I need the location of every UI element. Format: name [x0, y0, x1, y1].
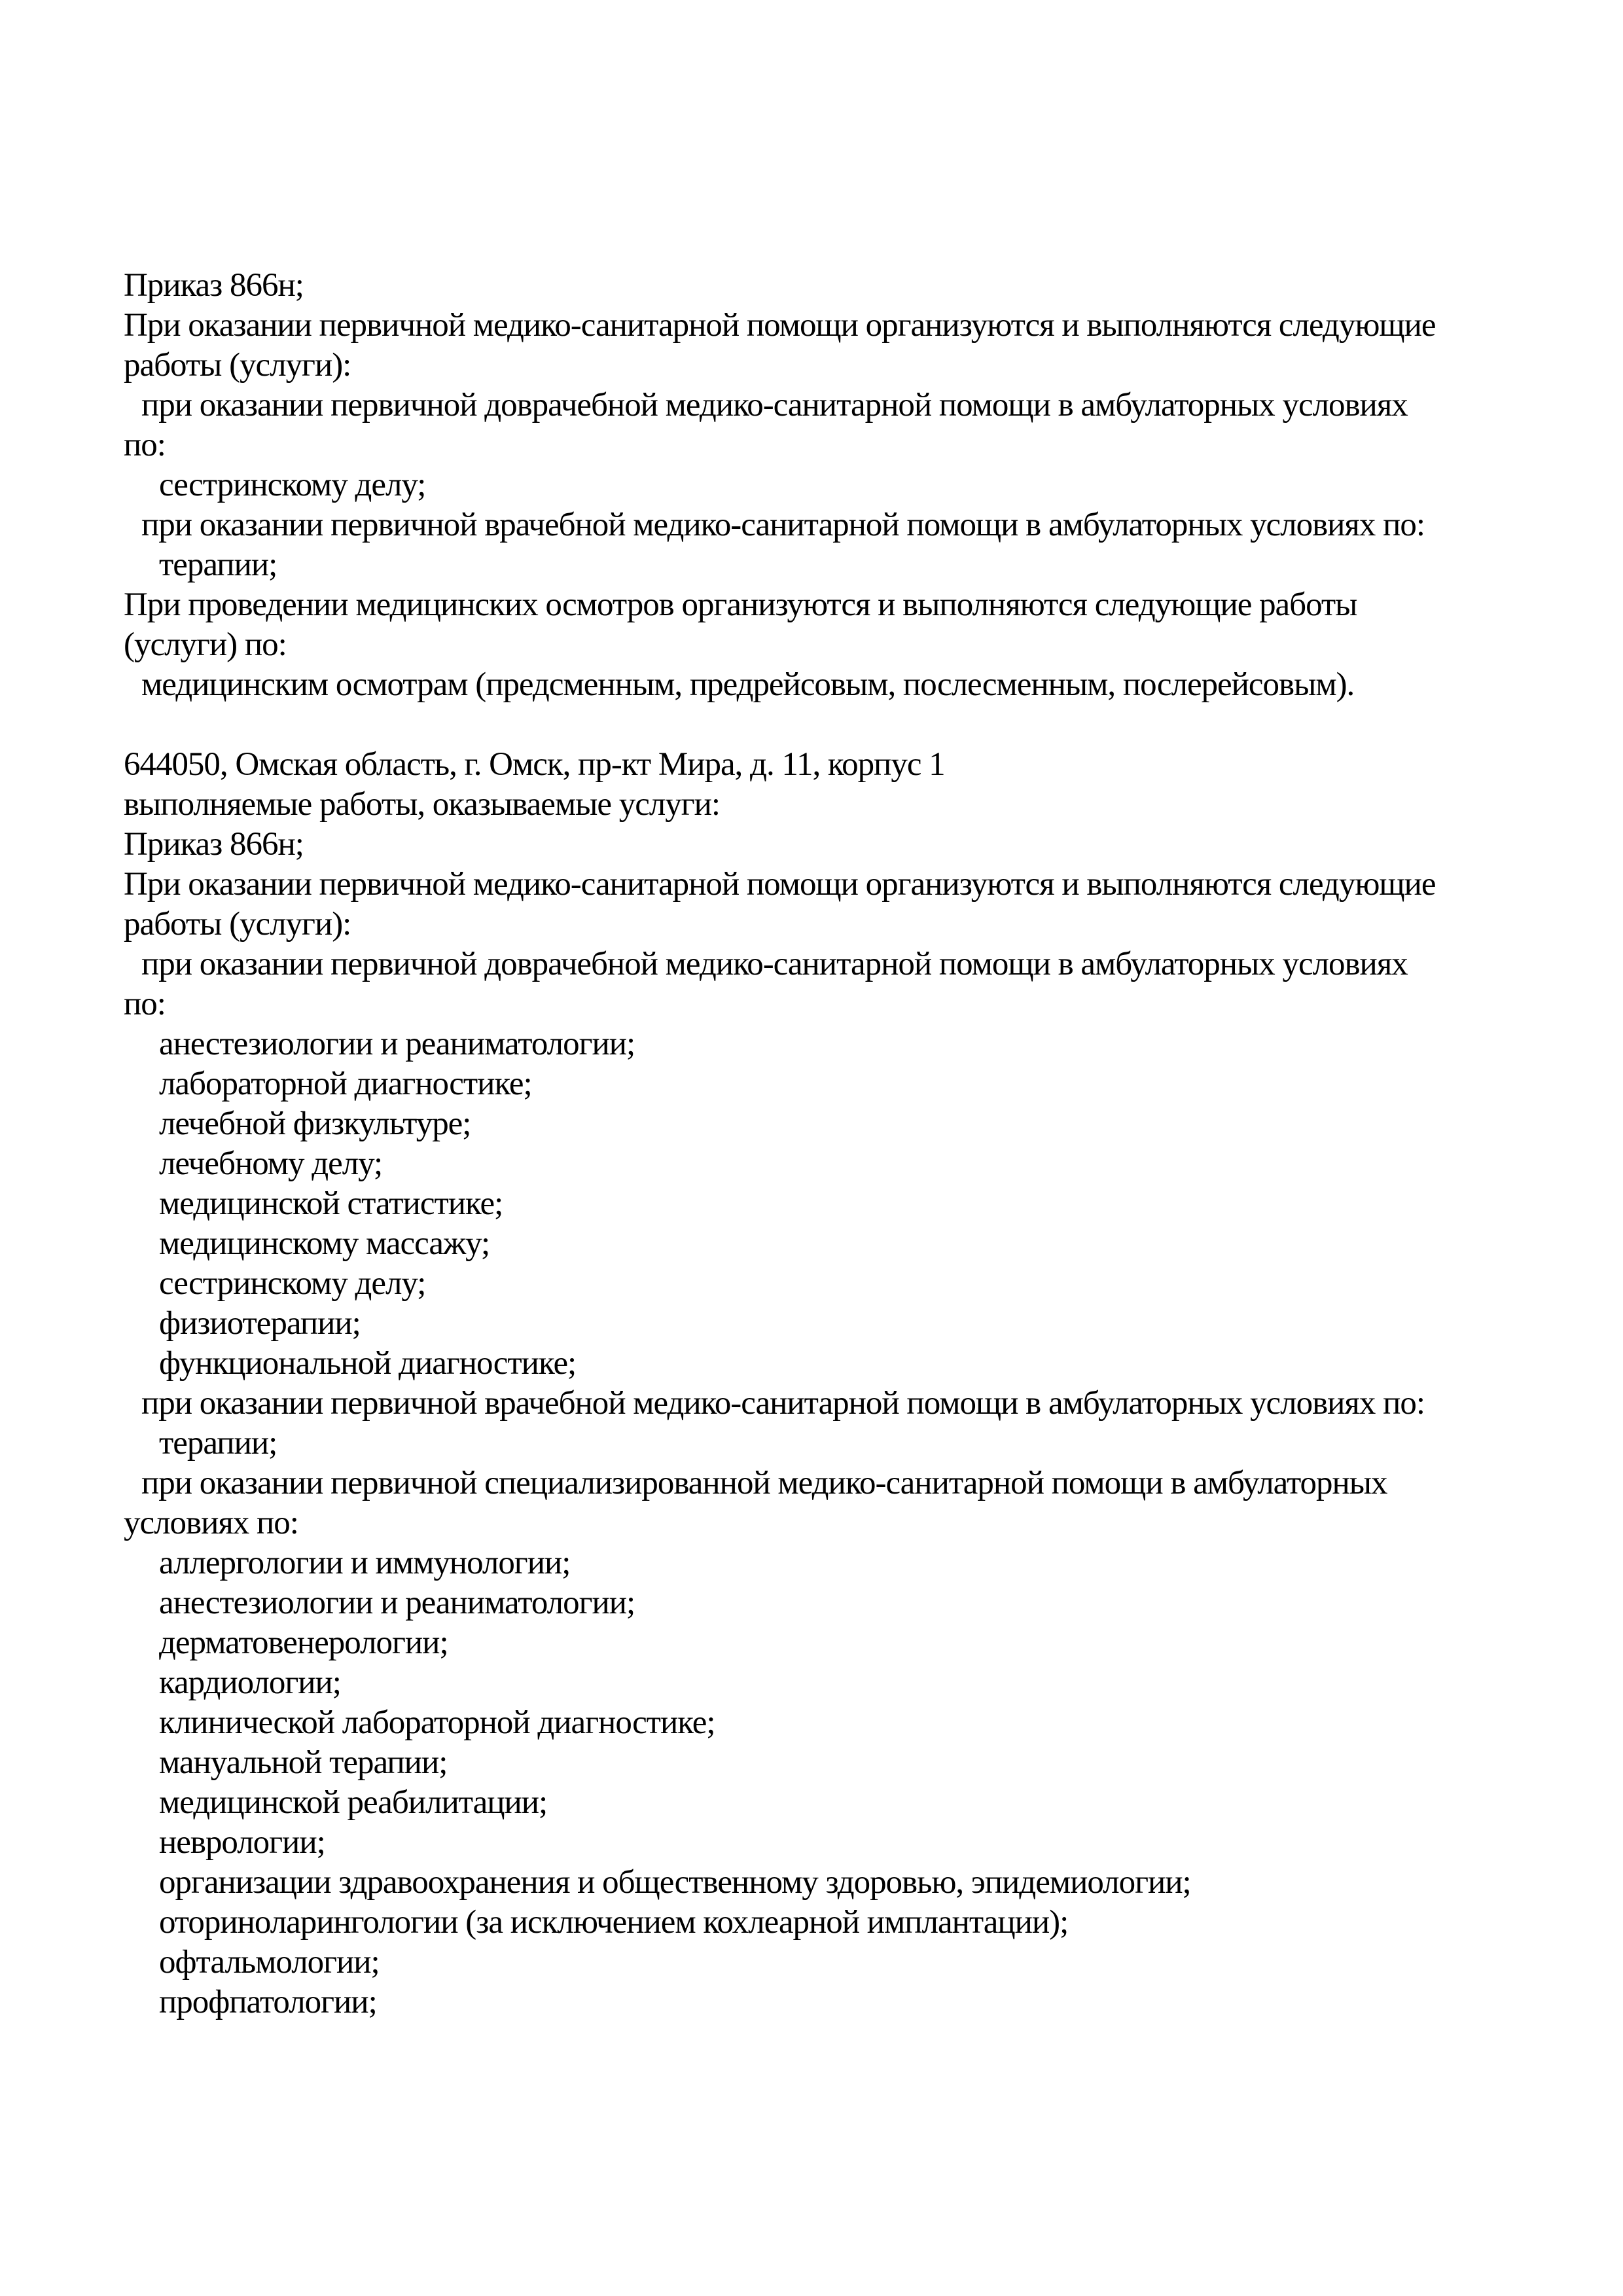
text-line: профпатологии; [159, 1984, 377, 2020]
text-line: аллергологии и иммунологии; [159, 1545, 571, 1581]
text-line: кардиологии; [159, 1664, 341, 1701]
text-line: Приказ 866н; [124, 826, 304, 863]
text-line: медицинскому массажу; [159, 1225, 490, 1262]
text-line: физиотерапии; [159, 1305, 361, 1342]
text-line: дерматовенерологии; [159, 1624, 448, 1661]
text-line: условиях по: [124, 1505, 298, 1541]
text-line: анестезиологии и реаниматологии; [159, 1585, 635, 1621]
text-line: работы (услуги): [124, 906, 351, 942]
text-line: при оказании первичной доврачебной медико-санитарной помощи в амбулаторных условиях [141, 387, 1408, 423]
text-line: При проведении медицинских осмотров организуются и выполняются следующие работы [124, 586, 1357, 623]
text-line: мануальной терапии; [159, 1744, 448, 1781]
text-line: по: [124, 986, 166, 1022]
text-line: по: [124, 427, 166, 463]
text-line: функциональной диагностике; [159, 1345, 577, 1382]
text-line: медицинской статистике; [159, 1185, 503, 1222]
text-line: сестринскому делу; [159, 467, 426, 503]
text-line: клинической лабораторной диагностике; [159, 1704, 715, 1741]
text-line: лечебному делу; [159, 1145, 383, 1182]
text-line: оториноларингологии (за исключением кохлеарной имплантации); [159, 1904, 1069, 1941]
text-line: лабораторной диагностике; [159, 1066, 532, 1102]
text-line: сестринскому делу; [159, 1265, 426, 1302]
text-line: 644050, Омская область, г. Омск, пр-кт Мира, д. 11, корпус 1 [124, 746, 945, 783]
text-line [124, 705, 1524, 745]
text-line: медицинским осмотрам (предсменным, предрейсовым, послесменным, послерейсовым). [141, 666, 1355, 703]
text-line: При оказании первичной медико-санитарной помощи организуются и выполняются следующие [124, 866, 1436, 903]
text-line: терапии; [159, 547, 277, 583]
text-line: работы (услуги): [124, 347, 351, 384]
text-line: Приказ 866н; [124, 267, 304, 304]
text-line: лечебной физкультуре; [159, 1105, 471, 1142]
text-line: при оказании первичной врачебной медико-санитарной помощи в амбулаторных условиях по: [141, 507, 1425, 543]
text-line: организации здравоохранения и общественному здоровью, эпидемиологии; [159, 1864, 1191, 1901]
text-line: (услуги) по: [124, 626, 287, 663]
text-line: неврологии; [159, 1824, 325, 1861]
text-line: при оказании первичной врачебной медико-санитарной помощи в амбулаторных условиях по: [141, 1385, 1425, 1422]
text-line: анестезиологии и реаниматологии; [159, 1026, 635, 1062]
text-line: при оказании первичной доврачебной медико-санитарной помощи в амбулаторных условиях [141, 946, 1408, 982]
text-line: медицинской реабилитации; [159, 1784, 548, 1821]
text-line: терапии; [159, 1425, 277, 1462]
text-line: При оказании первичной медико-санитарной помощи организуются и выполняются следующие [124, 307, 1436, 344]
document-body [124, 266, 1524, 2022]
text-line: офтальмологии; [159, 1944, 380, 1981]
text-line: выполняемые работы, оказываемые услуги: [124, 786, 721, 823]
text-line: при оказании первичной специализированной медико-санитарной помощи в амбулаторных [141, 1465, 1387, 1501]
